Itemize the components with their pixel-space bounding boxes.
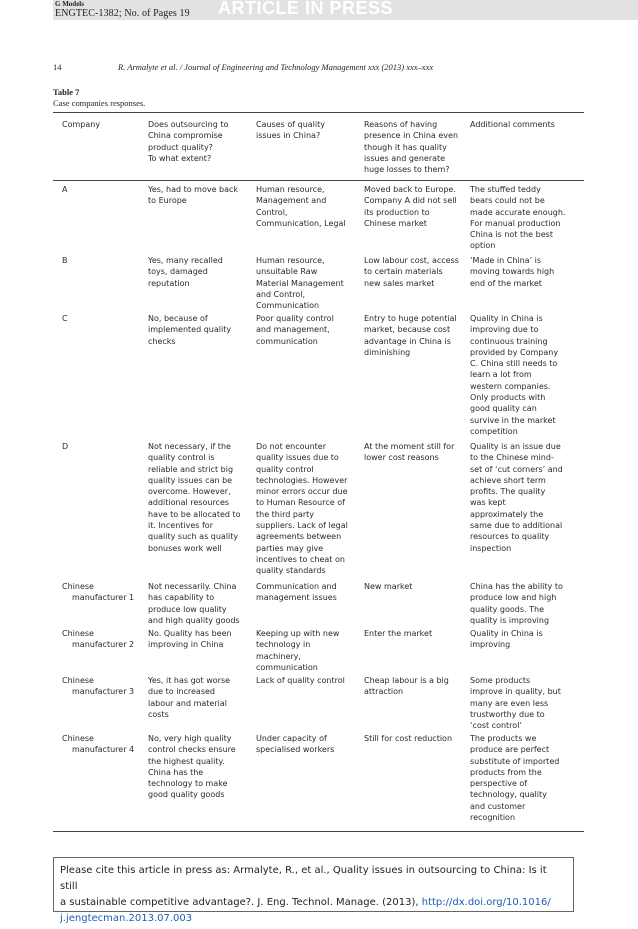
cell-causes-line: Human resource,: [256, 256, 325, 265]
citation-notice: [53, 857, 574, 924]
cell-company-line: manufacturer 4: [72, 745, 135, 755]
cell-outsourcing-line: toys, damaged: [148, 267, 208, 277]
header-causes: [256, 119, 325, 142]
cell-reasons: [364, 313, 457, 358]
cell-comments-line: many are even less: [470, 698, 549, 708]
cell-reasons-line: Low labour cost, access: [364, 256, 459, 265]
cell-causes-line: Poor quality control: [256, 314, 334, 323]
cell-comments-line: set of ‘cut corners’ and: [470, 464, 563, 474]
cell-outsourcing-line: implemented quality: [148, 325, 232, 335]
cell-comments-line: made accurate enough.: [470, 207, 566, 217]
cell-reasons: [364, 733, 452, 744]
cell-outsourcing-line: China has the: [148, 767, 204, 777]
cell-causes-line: Do not encounter: [256, 442, 327, 451]
cell-company: [62, 255, 68, 266]
g-models-label: G Models: [55, 0, 84, 8]
cell-comments: [470, 581, 563, 626]
cell-outsourcing-line: quality such as quality: [148, 532, 239, 542]
cell-outsourcing-line: technology to make: [148, 779, 228, 789]
cell-causes-line: Management and: [256, 196, 327, 206]
cell-company-line: B: [62, 256, 68, 265]
cell-comments-line: trustworthy due to: [470, 709, 545, 719]
cell-outsourcing-line: reputation: [148, 278, 190, 288]
cell-outsourcing-line: reliable and strict big: [148, 464, 234, 474]
cell-outsourcing-line: Yes, many recalled: [148, 256, 223, 265]
cell-comments-line: Some products: [470, 676, 531, 685]
cell-causes-line: the third party: [256, 509, 315, 519]
cell-causes-line: Communication: [256, 301, 320, 311]
cell-comments-line: learn a lot from: [470, 370, 532, 380]
cell-causes-line: communication: [256, 662, 318, 672]
cell-comments-line: ‘Made in China’ is: [470, 256, 542, 265]
cell-causes-line: suppliers. Lack of legal: [256, 521, 348, 531]
cell-comments-line: perspective of: [470, 779, 528, 789]
journal-citation: R. Armalyte et al. / Journal of Engineering and Technology Management xxx (2013) xxx–xxx: [118, 62, 434, 72]
article-in-press-label: ARTICLE IN PRESS: [218, 0, 394, 18]
header-outsourcing-line: product quality?: [148, 142, 213, 152]
cell-causes-line: Communication, Legal: [256, 218, 346, 228]
cell-comments-line: quality is improving: [470, 615, 550, 625]
cell-comments-line: technology, quality: [470, 790, 547, 800]
cell-comments-line: substitute of imported: [470, 756, 560, 766]
header-reasons-line: huge losses to them?: [364, 165, 450, 175]
cell-causes-line: quality standards: [256, 566, 326, 576]
cell-outsourcing: [148, 675, 230, 720]
cell-comments: [470, 441, 563, 554]
cell-causes-line: management issues: [256, 593, 337, 603]
cell-comments-line: Quality is an issue due: [470, 442, 561, 451]
cell-causes: [256, 313, 334, 347]
cell-comments-line: Only products with: [470, 393, 546, 403]
cell-causes-line: Control,: [256, 207, 288, 217]
cell-outsourcing-line: checks: [148, 336, 176, 346]
cell-outsourcing-line: Yes, it has got worse: [148, 676, 231, 685]
cell-reasons: [364, 441, 454, 464]
cell-reasons-line: lower cost reasons: [364, 453, 439, 463]
cell-comments: [470, 675, 561, 731]
cell-outsourcing-line: and high quality goods: [148, 615, 240, 625]
cell-comments-line: produce low and high: [470, 593, 557, 603]
cell-causes-line: Material Management: [256, 278, 344, 288]
citation-text: a sustainable competitive advantage?. J. Eng. Technol. Manage. (2013),: [60, 897, 422, 908]
cell-outsourcing-line: No. Quality has been: [148, 629, 232, 638]
table-header-rule: [53, 180, 584, 181]
cell-outsourcing-line: has capability to: [148, 593, 215, 603]
cell-reasons-line: its production to: [364, 207, 430, 217]
cell-company-line: Chinese: [62, 676, 94, 685]
citation-line-3: [60, 911, 567, 927]
cell-reasons-line: diminishing: [364, 347, 411, 357]
cell-causes-line: and Control,: [256, 289, 306, 299]
cell-outsourcing-line: produce low quality: [148, 604, 227, 614]
cell-reasons-line: At the moment still for: [364, 442, 455, 451]
article-status-banner: [53, 0, 638, 20]
cell-comments-line: quality goods. The: [470, 604, 544, 614]
cell-comments-line: recognition: [470, 813, 516, 823]
cell-outsourcing: [148, 581, 240, 626]
cell-comments-line: end of the market: [470, 278, 542, 288]
cell-comments-line: to the Chinese mind-: [470, 453, 554, 463]
cell-company-line: Chinese: [62, 734, 94, 743]
citation-line-2: [60, 895, 567, 911]
cell-company: [62, 628, 134, 651]
cell-causes-line: technology in: [256, 640, 311, 650]
cell-comments-line: The stuffed teddy: [470, 185, 541, 194]
cell-causes: [256, 733, 334, 756]
cell-causes-line: technologies. However: [256, 475, 348, 485]
cell-causes: [256, 628, 339, 673]
cell-outsourcing-line: labour and material: [148, 698, 227, 708]
cell-comments-line: survive in the market: [470, 415, 556, 425]
cell-causes-line: Under capacity of: [256, 734, 327, 743]
cell-causes-line: machinery,: [256, 651, 301, 661]
header-reasons-line: Reasons of having: [364, 120, 438, 129]
cell-comments-line: resources to quality: [470, 532, 550, 542]
doi-link-continued[interactable]: j.jengtecman.2013.07.003: [60, 913, 193, 924]
cell-outsourcing: [148, 313, 231, 347]
header-outsourcing-line: To what extent?: [148, 153, 212, 163]
cell-comments-line: achieve short term: [470, 475, 546, 485]
cell-causes-line: minor errors occur due: [256, 487, 348, 497]
cell-comments-line: improving: [470, 640, 511, 650]
cell-outsourcing: [148, 441, 241, 554]
citation-line-1: Please cite this article in press as: Armalyte, R., et al., Quality issues in outsourcing to China: Is it still: [60, 865, 547, 892]
cell-outsourcing-line: Not necessary, if the: [148, 442, 231, 451]
cell-reasons-line: Cheap labour is a big: [364, 676, 449, 685]
cell-comments-line: good quality can: [470, 404, 537, 414]
cell-outsourcing-line: control checks ensure: [148, 745, 236, 755]
cell-company-line: manufacturer 3: [72, 687, 135, 697]
cell-company: [62, 675, 134, 698]
cell-comments-line: The products we: [470, 734, 537, 743]
cell-outsourcing-line: additional resources: [148, 498, 230, 508]
cell-comments-line: produce are perfect: [470, 745, 550, 755]
cell-company: [62, 581, 134, 604]
cell-comments-line: products from the: [470, 767, 542, 777]
header-reasons-line: though it has quality: [364, 142, 447, 152]
header-causes-line: issues in China?: [256, 131, 321, 141]
cell-reasons: [364, 675, 449, 698]
header-outsourcing-line: Does outsourcing to: [148, 120, 229, 129]
table-bottom-rule: [53, 831, 584, 832]
cell-causes: [256, 581, 337, 604]
cell-reasons-line: new sales market: [364, 278, 435, 288]
cell-causes-line: Communication and: [256, 582, 337, 591]
cell-reasons-line: market, because cost: [364, 325, 451, 335]
header-outsourcing-line: China compromise: [148, 131, 223, 141]
cell-outsourcing-line: Not necessarily. China: [148, 582, 237, 591]
cell-reasons-line: Moved back to Europe.: [364, 185, 456, 194]
cell-causes-line: to Human Resource of: [256, 498, 345, 508]
cell-reasons-line: Enter the market: [364, 629, 433, 638]
cell-comments: [470, 733, 559, 823]
cell-company-line: C: [62, 314, 68, 323]
cell-outsourcing-line: overcome. However,: [148, 487, 231, 497]
cell-comments-line: bears could not be: [470, 196, 545, 206]
cell-causes-line: unsuitable Raw: [256, 267, 318, 277]
cell-outsourcing-line: Yes, had to move back: [148, 185, 239, 194]
cell-reasons-line: to certain materials: [364, 267, 443, 277]
cell-comments-line: continuous training: [470, 336, 548, 346]
header-company: [62, 119, 100, 130]
cell-comments-line: For manual production: [470, 218, 561, 228]
cell-reasons-line: attraction: [364, 687, 404, 697]
cell-comments-line: approximately the: [470, 509, 544, 519]
cell-comments-line: provided by Company: [470, 347, 559, 357]
cell-comments-line: Quality in China is: [470, 629, 543, 638]
cell-company-line: manufacturer 1: [72, 593, 135, 603]
cell-outsourcing: [148, 733, 236, 801]
cell-reasons-line: advantage in China is: [364, 336, 451, 346]
cell-company-line: Chinese: [62, 629, 94, 638]
cell-comments-line: inspection: [470, 543, 512, 553]
page-number: 14: [53, 62, 62, 72]
cell-outsourcing-line: bonuses work well: [148, 543, 222, 553]
cell-outsourcing-line: have to be allocated to: [148, 509, 241, 519]
cell-outsourcing-line: quality issues can be: [148, 475, 233, 485]
cell-company-line: A: [62, 185, 68, 194]
cell-causes-line: Human resource,: [256, 185, 325, 194]
cell-comments-line: same due to additional: [470, 521, 563, 531]
header-reasons: [364, 119, 458, 175]
cell-comments-line: China is not the best: [470, 230, 553, 240]
cell-comments-line: ‘cost control’: [470, 721, 522, 731]
cell-reasons: [364, 628, 432, 639]
cell-comments-line: competition: [470, 426, 518, 436]
cell-company: [62, 733, 134, 756]
cell-company-line: D: [62, 442, 69, 451]
cell-comments-line: C. China still needs to: [470, 359, 558, 369]
cell-outsourcing-line: quality control is: [148, 453, 215, 463]
cell-reasons-line: Still for cost reduction: [364, 734, 453, 743]
cell-causes-line: and management,: [256, 325, 330, 335]
cell-company-line: Chinese: [62, 582, 94, 591]
header-comments-line: Additional comments: [470, 120, 555, 129]
cell-causes: [256, 184, 346, 229]
cell-causes-line: quality control: [256, 464, 314, 474]
cell-company: [62, 441, 68, 452]
cell-reasons-line: New market: [364, 582, 413, 591]
cell-comments: [470, 628, 543, 651]
cell-reasons-line: Chinese market: [364, 218, 427, 228]
cell-causes-line: communication: [256, 336, 318, 346]
header-reasons-line: presence in China even: [364, 131, 459, 141]
cell-comments-line: was kept: [470, 498, 506, 508]
cell-comments-line: Quality in China is: [470, 314, 543, 323]
cell-reasons-line: Company A did not sell: [364, 196, 457, 206]
cell-causes-line: parties may give: [256, 543, 324, 553]
cell-comments: [470, 184, 565, 252]
cell-causes-line: specialised workers: [256, 745, 335, 755]
header-comments: [470, 119, 555, 130]
cell-comments-line: option: [470, 241, 496, 251]
cell-outsourcing: [148, 628, 232, 651]
cell-outsourcing-line: it. Incentives for: [148, 521, 213, 531]
cell-reasons: [364, 581, 412, 592]
cell-outsourcing: [148, 184, 238, 207]
cell-reasons: [364, 255, 459, 289]
cell-causes-line: Lack of quality control: [256, 676, 345, 685]
cell-outsourcing-line: No, because of: [148, 314, 208, 323]
table-top-rule: [53, 112, 584, 113]
cell-comments-line: improve in quality, but: [470, 687, 561, 697]
table-caption: [53, 87, 145, 109]
cell-comments: [470, 255, 554, 289]
cell-comments-line: moving towards high: [470, 267, 555, 277]
cell-causes: [256, 255, 344, 311]
cell-comments-line: improving due to: [470, 325, 539, 335]
cell-comments-line: western companies.: [470, 381, 551, 391]
cell-causes-line: Keeping up with new: [256, 629, 340, 638]
cell-causes: [256, 675, 345, 686]
cell-causes-line: agreements between: [256, 532, 342, 542]
cell-causes-line: incentives to cheat on: [256, 554, 345, 564]
cell-outsourcing-line: No, very high quality: [148, 734, 232, 743]
cell-company-line: manufacturer 2: [72, 640, 135, 650]
cell-comments-line: profits. The quality: [470, 487, 546, 497]
doi-link[interactable]: http://dx.doi.org/10.1016/: [421, 897, 551, 908]
cell-reasons: [364, 184, 457, 229]
cell-causes-line: quality issues due to: [256, 453, 339, 463]
table-label: Table 7: [53, 87, 80, 97]
header-outsourcing: [148, 119, 228, 164]
journal-code: ENGTEC-1382; No. of Pages 19: [55, 8, 190, 19]
cell-causes: [256, 441, 348, 577]
header-company-line: Company: [62, 120, 101, 129]
cell-outsourcing-line: the highest quality.: [148, 756, 225, 766]
cell-outsourcing-line: to Europe: [148, 196, 187, 206]
cell-company: [62, 313, 68, 324]
cell-comments-line: China has the ability to: [470, 582, 563, 591]
cell-outsourcing: [148, 255, 223, 289]
cell-outsourcing-line: due to increased: [148, 687, 215, 697]
header-reasons-line: issues and generate: [364, 153, 446, 163]
cell-outsourcing-line: good quality goods: [148, 790, 225, 800]
cell-outsourcing-line: improving in China: [148, 640, 224, 650]
table-title: Case companies responses.: [53, 98, 146, 108]
cell-company: [62, 184, 67, 195]
cell-comments: [470, 313, 558, 437]
header-causes-line: Causes of quality: [256, 120, 325, 129]
cell-outsourcing-line: costs: [148, 709, 169, 719]
cell-reasons-line: Entry to huge potential: [364, 314, 457, 323]
cell-comments-line: and customer: [470, 801, 526, 811]
